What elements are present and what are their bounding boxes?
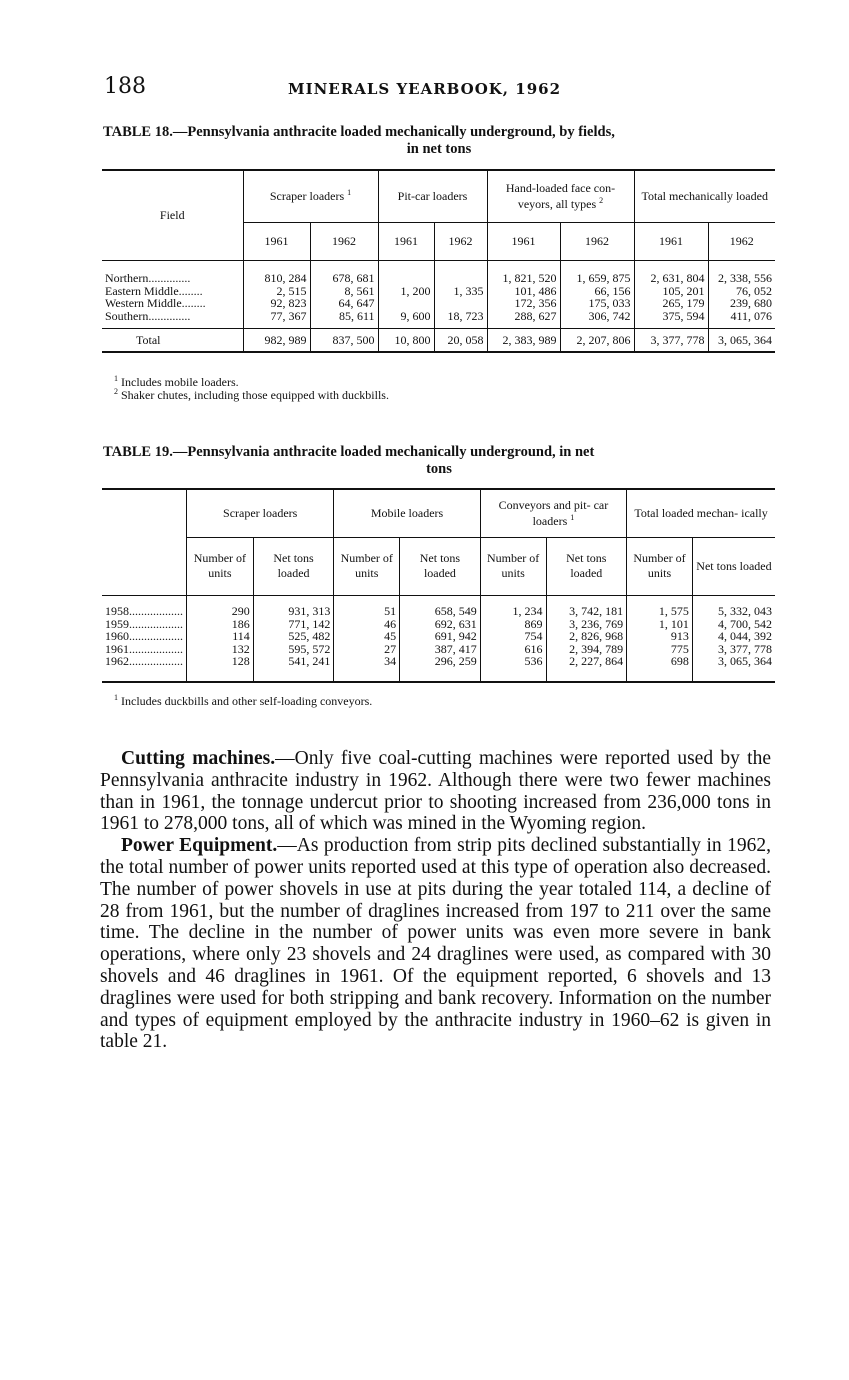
table19-group-header: Total loaded mechan- ically bbox=[627, 489, 775, 537]
table-row: Northern.............. 810, 284 678, 681 1, 821, 520 1, 659, 875 2, 631, 804 2, 338, 556 bbox=[102, 272, 775, 285]
table19-subheader: Number of units bbox=[334, 537, 400, 595]
table18-caption-line1: TABLE 18.—Pennsylvania anthracite loaded mechanically underground, by fields, bbox=[103, 124, 615, 140]
paragraph-power-equipment: Power Equipment.—As production from strip pits declined substantially in 1962, the total number of power units reported used at this type of operation also decreased. The number of power shovels in use at pits during the year totaled 114, a decline of 28 from 1961, but the number of draglines increased from 197 to 211 over the same time. The decline in the number of power units was even more severe in bank operations, where only 23 shovels and 24 draglines were used, as compared with 30 shovels and 46 draglines in 1961. Of the equipment reported, 6 shovels and 13 draglines were used for both stripping and bank recovery. Information on the number and types of equipment employed by the anthracite industry in 1960–62 is given in table 21. bbox=[100, 835, 771, 1053]
table19-group-header: Mobile loaders bbox=[334, 489, 480, 537]
row-label: 1958.................. bbox=[105, 605, 183, 618]
table19-subheader: Number of units bbox=[627, 537, 693, 595]
run-in-heading: Power Equipment. bbox=[121, 835, 278, 857]
table19-group-header: Conveyors and pit- car loaders $^1$ bbox=[480, 489, 626, 537]
table-row: 1962.................. 128 541, 241 34 296, 259 536 2, 227, 864 698 3, 065, 364 bbox=[102, 655, 775, 668]
table18-footnote-2: $^2$ Shaker chutes, including those equipped with duckbills. bbox=[114, 387, 389, 402]
table18-footnote-1: $^1$ Includes mobile loaders. bbox=[114, 374, 239, 389]
table19-caption-line2: tons bbox=[426, 461, 452, 477]
table18-year-header: 1961 bbox=[243, 222, 310, 260]
running-head: MINERALS YEARBOOK, 1962 bbox=[287, 80, 562, 98]
table18-field-header: Field bbox=[102, 170, 243, 260]
table18-group-header: Hand-loaded face con- veyors, all types $^2$ bbox=[487, 170, 634, 222]
page-number: 188 bbox=[104, 74, 146, 99]
table-row: 1960.................. 114 525, 482 45 691, 942 754 2, 826, 968 913 4, 044, 392 bbox=[102, 630, 775, 643]
table-row: 1961.................. 132 595, 572 27 387, 417 616 2, 394, 789 775 3, 377, 778 bbox=[102, 643, 775, 656]
table19-caption-line1: TABLE 19.—Pennsylvania anthracite loaded mechanically underground, in net bbox=[103, 444, 595, 460]
table18-group-header: Pit-car loaders bbox=[378, 170, 487, 222]
table18-group-header: Scraper loaders $^1$ bbox=[243, 170, 378, 222]
table-row: Western Middle........ 92, 823 64, 647 172, 356 175, 033 265, 179 239, 680 bbox=[102, 297, 775, 310]
row-label: 1960.................. bbox=[105, 630, 183, 643]
row-label: Total bbox=[136, 332, 161, 347]
table19-caption bbox=[103, 444, 775, 478]
table-row: Southern.............. 77, 367 85, 611 9, 600 18, 723 288, 627 306, 742 375, 594 411, 076 bbox=[102, 310, 775, 323]
table-row: Eastern Middle........ 2, 515 8, 561 1, 200 1, 335 101, 486 66, 156 105, 201 76, 052 bbox=[102, 285, 775, 298]
row-label: Eastern Middle........ bbox=[105, 284, 203, 297]
table18-year-header: 1962 bbox=[310, 222, 378, 260]
row-label: Western Middle........ bbox=[105, 297, 206, 310]
table18-caption-line2: in net tons bbox=[406, 141, 472, 157]
table18-year-header: 1961 bbox=[634, 222, 708, 260]
table19-subheader: Number of units bbox=[480, 537, 546, 595]
table18-group-header: Total mechanically loaded bbox=[634, 170, 775, 222]
row-label: 1961.................. bbox=[105, 642, 183, 655]
table19-subheader: Net tons loaded bbox=[253, 537, 334, 595]
run-in-heading: Cutting machines. bbox=[121, 748, 276, 769]
row-label: 1962.................. bbox=[105, 655, 183, 668]
table18-caption bbox=[103, 124, 775, 158]
row-label: Northern.............. bbox=[105, 272, 191, 285]
table18 bbox=[102, 169, 775, 353]
table-total-row: Total 982, 989 837, 500 10, 800 20, 058 2, 383, 989 2, 207, 806 3, 377, 778 3, 065, 364 bbox=[102, 328, 775, 352]
table-row: 1958.................. 290 931, 313 51 658, 549 1, 234 3, 742, 181 1, 575 5, 332, 043 bbox=[102, 605, 775, 618]
table18-year-header: 1962 bbox=[708, 222, 775, 260]
table18-year-header: 1962 bbox=[434, 222, 487, 260]
table-row: 1959.................. 186 771, 142 46 692, 631 869 3, 236, 769 1, 101 4, 700, 542 bbox=[102, 618, 775, 631]
table19 bbox=[102, 488, 775, 683]
row-label: 1959.................. bbox=[105, 617, 183, 630]
paragraph-cutting-machines: Cutting machines.—Only five coal-cutting machines were reported used by the Pennsylvania anthracite industry in 1962. Although there were two fewer machines than in 1961, the tonnage undercut prior to shooting increased from 236,000 tons in 1961 to 278,000 tons, all of which was mined in the Wyoming region. bbox=[100, 748, 771, 835]
table19-subheader: Net tons loaded bbox=[546, 537, 627, 595]
body-text bbox=[100, 748, 771, 1053]
table18-year-header: 1962 bbox=[560, 222, 634, 260]
table19-group-header: Scraper loaders bbox=[187, 489, 334, 537]
row-label: Southern.............. bbox=[105, 309, 191, 322]
table19-subheader: Net tons loaded bbox=[692, 537, 775, 595]
table18-year-header: 1961 bbox=[487, 222, 560, 260]
table18-year-header: 1961 bbox=[378, 222, 434, 260]
table19-subheader: Net tons loaded bbox=[400, 537, 481, 595]
table19-subheader: Number of units bbox=[187, 537, 254, 595]
table19-footnote-1: $^1$ Includes duckbills and other self-loading conveyors. bbox=[114, 693, 373, 708]
